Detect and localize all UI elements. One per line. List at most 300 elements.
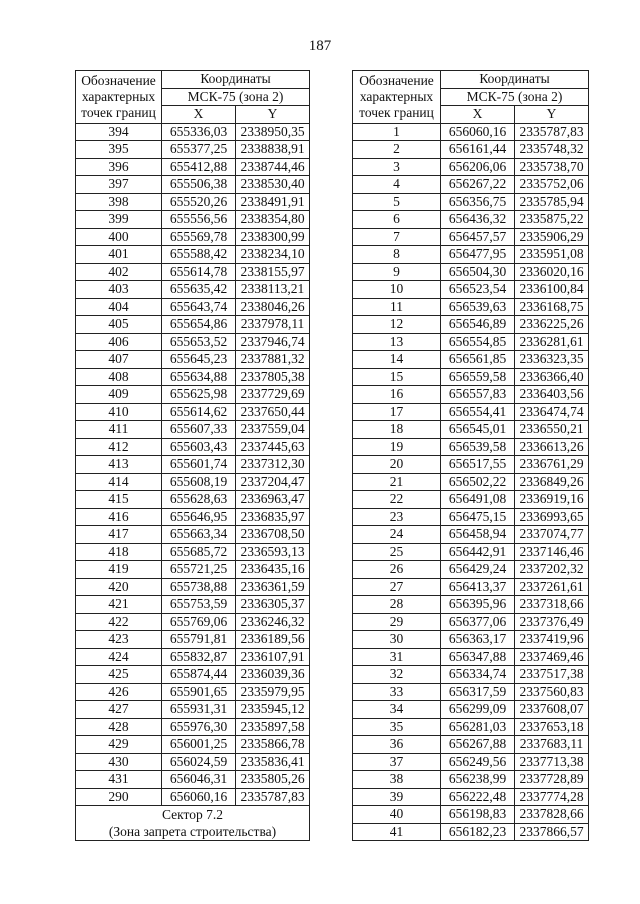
x-coordinate-cell: 655628,63 bbox=[162, 491, 236, 509]
table-row bbox=[353, 631, 589, 649]
y-coordinate-cell: 2335945,12 bbox=[236, 701, 310, 719]
y-coordinate-cell: 2336305,37 bbox=[236, 596, 310, 614]
y-coordinate-cell: 2338300,99 bbox=[236, 228, 310, 246]
point-id-cell: 290 bbox=[76, 788, 162, 806]
y-coordinate-cell: 2338234,10 bbox=[236, 246, 310, 264]
x-coordinate-cell: 656206,06 bbox=[441, 158, 515, 176]
y-coordinate-cell: 2337146,46 bbox=[515, 543, 589, 561]
table-row bbox=[76, 736, 310, 754]
y-coordinate-cell: 2336100,84 bbox=[515, 281, 589, 299]
table-row bbox=[76, 508, 310, 526]
table-row bbox=[76, 263, 310, 281]
x-coordinate-cell: 655931,31 bbox=[162, 701, 236, 719]
table-row bbox=[353, 456, 589, 474]
x-coordinate-cell: 655603,43 bbox=[162, 438, 236, 456]
table-row bbox=[353, 281, 589, 299]
x-coordinate-cell: 655721,25 bbox=[162, 561, 236, 579]
table-row bbox=[76, 596, 310, 614]
y-coordinate-cell: 2337774,28 bbox=[515, 788, 589, 806]
y-coordinate-cell: 2337866,57 bbox=[515, 823, 589, 841]
table-row bbox=[353, 491, 589, 509]
x-coordinate-cell: 655645,23 bbox=[162, 351, 236, 369]
table-row bbox=[76, 648, 310, 666]
y-coordinate-cell: 2335738,70 bbox=[515, 158, 589, 176]
point-id-cell: 41 bbox=[353, 823, 441, 841]
y-coordinate-cell: 2337881,32 bbox=[236, 351, 310, 369]
table-row bbox=[76, 316, 310, 334]
x-coordinate-cell: 655377,25 bbox=[162, 141, 236, 159]
x-coordinate-cell: 655608,19 bbox=[162, 473, 236, 491]
y-coordinate-cell: 2335866,78 bbox=[236, 736, 310, 754]
x-coordinate-cell: 655646,95 bbox=[162, 508, 236, 526]
y-coordinate-cell: 2336039,36 bbox=[236, 666, 310, 684]
y-coordinate-cell: 2335752,06 bbox=[515, 176, 589, 194]
x-coordinate-cell: 655654,86 bbox=[162, 316, 236, 334]
point-id-cell: 5 bbox=[353, 193, 441, 211]
y-coordinate-cell: 2337978,11 bbox=[236, 316, 310, 334]
table-row bbox=[353, 403, 589, 421]
point-id-cell: 423 bbox=[76, 631, 162, 649]
x-coordinate-cell: 656477,95 bbox=[441, 246, 515, 264]
header-col-x: X bbox=[162, 106, 236, 124]
x-coordinate-cell: 655635,42 bbox=[162, 281, 236, 299]
table-row bbox=[76, 351, 310, 369]
table-row bbox=[76, 333, 310, 351]
point-id-cell: 414 bbox=[76, 473, 162, 491]
table-row bbox=[76, 456, 310, 474]
x-coordinate-cell: 656060,16 bbox=[162, 788, 236, 806]
x-coordinate-cell: 655791,81 bbox=[162, 631, 236, 649]
y-coordinate-cell: 2338491,91 bbox=[236, 193, 310, 211]
y-coordinate-cell: 2337261,61 bbox=[515, 578, 589, 596]
table-row bbox=[76, 543, 310, 561]
point-id-cell: 10 bbox=[353, 281, 441, 299]
point-id-cell: 23 bbox=[353, 508, 441, 526]
table-body-right bbox=[353, 123, 589, 841]
table-row bbox=[76, 421, 310, 439]
point-id-cell: 14 bbox=[353, 351, 441, 369]
x-coordinate-cell: 656539,63 bbox=[441, 298, 515, 316]
y-coordinate-cell: 2336919,16 bbox=[515, 491, 589, 509]
table-row bbox=[76, 246, 310, 264]
table-body-left bbox=[76, 123, 310, 806]
point-id-cell: 3 bbox=[353, 158, 441, 176]
table-row bbox=[76, 631, 310, 649]
header-coordinates-title: Координаты bbox=[200, 71, 271, 87]
y-coordinate-cell: 2336281,61 bbox=[515, 333, 589, 351]
y-coordinate-cell: 2338113,21 bbox=[236, 281, 310, 299]
y-coordinate-cell: 2336963,47 bbox=[236, 491, 310, 509]
y-coordinate-cell: 2337445,63 bbox=[236, 438, 310, 456]
y-coordinate-cell: 2335836,41 bbox=[236, 753, 310, 771]
x-coordinate-cell: 656281,03 bbox=[441, 718, 515, 736]
point-id-cell: 395 bbox=[76, 141, 162, 159]
sector-subtitle: (Зона запрета строительства) bbox=[108, 824, 277, 839]
point-id-cell: 419 bbox=[76, 561, 162, 579]
table-row bbox=[76, 438, 310, 456]
y-coordinate-cell: 2337204,47 bbox=[236, 473, 310, 491]
point-id-cell: 422 bbox=[76, 613, 162, 631]
x-coordinate-cell: 655614,62 bbox=[162, 403, 236, 421]
point-id-cell: 15 bbox=[353, 368, 441, 386]
table-row bbox=[353, 823, 589, 841]
y-coordinate-cell: 2336168,75 bbox=[515, 298, 589, 316]
table-row bbox=[353, 771, 589, 789]
table-row bbox=[353, 351, 589, 369]
x-coordinate-cell: 656363,17 bbox=[441, 631, 515, 649]
point-id-cell: 21 bbox=[353, 473, 441, 491]
point-id-cell: 13 bbox=[353, 333, 441, 351]
x-coordinate-cell: 655685,72 bbox=[162, 543, 236, 561]
y-coordinate-cell: 2336189,56 bbox=[236, 631, 310, 649]
x-coordinate-cell: 656504,30 bbox=[441, 263, 515, 281]
point-id-cell: 408 bbox=[76, 368, 162, 386]
table-row bbox=[76, 526, 310, 544]
x-coordinate-cell: 655874,44 bbox=[162, 666, 236, 684]
table-row bbox=[76, 666, 310, 684]
y-coordinate-cell: 2337608,07 bbox=[515, 701, 589, 719]
point-id-cell: 20 bbox=[353, 456, 441, 474]
x-coordinate-cell: 656502,22 bbox=[441, 473, 515, 491]
x-coordinate-cell: 656557,83 bbox=[441, 386, 515, 404]
x-coordinate-cell: 656356,75 bbox=[441, 193, 515, 211]
coordinates-table-right bbox=[352, 70, 589, 841]
x-coordinate-cell: 655506,38 bbox=[162, 176, 236, 194]
x-coordinate-cell: 655520,26 bbox=[162, 193, 236, 211]
y-coordinate-cell: 2337517,38 bbox=[515, 666, 589, 684]
y-coordinate-cell: 2336246,32 bbox=[236, 613, 310, 631]
x-coordinate-cell: 656523,54 bbox=[441, 281, 515, 299]
y-coordinate-cell: 2335787,83 bbox=[515, 123, 589, 141]
table-row bbox=[353, 526, 589, 544]
y-coordinate-cell: 2338950,35 bbox=[236, 123, 310, 141]
x-coordinate-cell: 656377,06 bbox=[441, 613, 515, 631]
x-coordinate-cell: 656395,96 bbox=[441, 596, 515, 614]
table-row bbox=[76, 403, 310, 421]
table-row bbox=[353, 421, 589, 439]
y-coordinate-cell: 2336403,56 bbox=[515, 386, 589, 404]
y-coordinate-cell: 2337713,38 bbox=[515, 753, 589, 771]
table-row bbox=[76, 753, 310, 771]
point-id-cell: 40 bbox=[353, 806, 441, 824]
point-id-cell: 415 bbox=[76, 491, 162, 509]
y-coordinate-cell: 2338155,97 bbox=[236, 263, 310, 281]
x-coordinate-cell: 656457,57 bbox=[441, 228, 515, 246]
point-id-cell: 16 bbox=[353, 386, 441, 404]
x-coordinate-cell: 656491,08 bbox=[441, 491, 515, 509]
point-id-cell: 402 bbox=[76, 263, 162, 281]
y-coordinate-cell: 2338046,26 bbox=[236, 298, 310, 316]
x-coordinate-cell: 656545,01 bbox=[441, 421, 515, 439]
x-coordinate-cell: 656458,94 bbox=[441, 526, 515, 544]
point-id-cell: 33 bbox=[353, 683, 441, 701]
header-point-label: Обозначение характерных точек границ bbox=[353, 71, 441, 124]
y-coordinate-cell: 2337560,83 bbox=[515, 683, 589, 701]
point-id-cell: 19 bbox=[353, 438, 441, 456]
x-coordinate-cell: 655336,03 bbox=[162, 123, 236, 141]
header-coordinates bbox=[441, 71, 589, 89]
point-id-cell: 1 bbox=[353, 123, 441, 141]
header-col-x: X bbox=[441, 106, 515, 124]
x-coordinate-cell: 655588,42 bbox=[162, 246, 236, 264]
x-coordinate-cell: 656161,44 bbox=[441, 141, 515, 159]
point-id-cell: 18 bbox=[353, 421, 441, 439]
point-id-cell: 424 bbox=[76, 648, 162, 666]
table-row bbox=[353, 736, 589, 754]
x-coordinate-cell: 655901,65 bbox=[162, 683, 236, 701]
point-id-cell: 24 bbox=[353, 526, 441, 544]
y-coordinate-cell: 2336323,35 bbox=[515, 351, 589, 369]
y-coordinate-cell: 2336107,91 bbox=[236, 648, 310, 666]
y-coordinate-cell: 2335875,22 bbox=[515, 211, 589, 229]
table-row bbox=[76, 473, 310, 491]
table-row bbox=[353, 561, 589, 579]
point-id-cell: 420 bbox=[76, 578, 162, 596]
point-id-cell: 28 bbox=[353, 596, 441, 614]
table-row bbox=[353, 211, 589, 229]
x-coordinate-cell: 655625,98 bbox=[162, 386, 236, 404]
point-id-cell: 401 bbox=[76, 246, 162, 264]
header-coordinates bbox=[162, 71, 310, 89]
y-coordinate-cell: 2337946,74 bbox=[236, 333, 310, 351]
point-id-cell: 30 bbox=[353, 631, 441, 649]
y-coordinate-cell: 2337828,66 bbox=[515, 806, 589, 824]
y-coordinate-cell: 2335979,95 bbox=[236, 683, 310, 701]
point-id-cell: 428 bbox=[76, 718, 162, 736]
table-row bbox=[76, 298, 310, 316]
point-id-cell: 425 bbox=[76, 666, 162, 684]
y-coordinate-cell: 2335906,29 bbox=[515, 228, 589, 246]
point-id-cell: 35 bbox=[353, 718, 441, 736]
y-coordinate-cell: 2336474,74 bbox=[515, 403, 589, 421]
table-row bbox=[76, 491, 310, 509]
y-coordinate-cell: 2337728,89 bbox=[515, 771, 589, 789]
point-id-cell: 421 bbox=[76, 596, 162, 614]
table-row bbox=[353, 263, 589, 281]
x-coordinate-cell: 656475,15 bbox=[441, 508, 515, 526]
table-row bbox=[353, 788, 589, 806]
x-coordinate-cell: 655976,30 bbox=[162, 718, 236, 736]
x-coordinate-cell: 656413,37 bbox=[441, 578, 515, 596]
table-row bbox=[353, 718, 589, 736]
table-row bbox=[353, 683, 589, 701]
y-coordinate-cell: 2338838,91 bbox=[236, 141, 310, 159]
point-id-cell: 399 bbox=[76, 211, 162, 229]
x-coordinate-cell: 655738,88 bbox=[162, 578, 236, 596]
point-id-cell: 36 bbox=[353, 736, 441, 754]
x-coordinate-cell: 656334,74 bbox=[441, 666, 515, 684]
point-id-cell: 37 bbox=[353, 753, 441, 771]
x-coordinate-cell: 656539,58 bbox=[441, 438, 515, 456]
x-coordinate-cell: 655569,78 bbox=[162, 228, 236, 246]
sector-caption bbox=[76, 806, 310, 841]
y-coordinate-cell: 2336593,13 bbox=[236, 543, 310, 561]
x-coordinate-cell: 656317,59 bbox=[441, 683, 515, 701]
table-row bbox=[353, 578, 589, 596]
point-id-cell: 405 bbox=[76, 316, 162, 334]
table-row bbox=[353, 123, 589, 141]
point-id-cell: 409 bbox=[76, 386, 162, 404]
point-id-cell: 22 bbox=[353, 491, 441, 509]
point-id-cell: 398 bbox=[76, 193, 162, 211]
table-row bbox=[76, 561, 310, 579]
x-coordinate-cell: 655614,78 bbox=[162, 263, 236, 281]
y-coordinate-cell: 2335787,83 bbox=[236, 788, 310, 806]
point-id-cell: 4 bbox=[353, 176, 441, 194]
table-row bbox=[76, 123, 310, 141]
y-coordinate-cell: 2336835,97 bbox=[236, 508, 310, 526]
point-id-cell: 38 bbox=[353, 771, 441, 789]
table-row bbox=[353, 508, 589, 526]
x-coordinate-cell: 656554,41 bbox=[441, 403, 515, 421]
point-id-cell: 39 bbox=[353, 788, 441, 806]
page-number: 187 bbox=[308, 38, 332, 54]
table-row bbox=[76, 193, 310, 211]
table-row bbox=[353, 386, 589, 404]
table-row bbox=[76, 701, 310, 719]
y-coordinate-cell: 2336225,26 bbox=[515, 316, 589, 334]
x-coordinate-cell: 656517,55 bbox=[441, 456, 515, 474]
table-row bbox=[353, 648, 589, 666]
table-row bbox=[76, 176, 310, 194]
table-row bbox=[353, 596, 589, 614]
point-id-cell: 407 bbox=[76, 351, 162, 369]
x-coordinate-cell: 656546,89 bbox=[441, 316, 515, 334]
point-id-cell: 403 bbox=[76, 281, 162, 299]
y-coordinate-cell: 2335805,26 bbox=[236, 771, 310, 789]
y-coordinate-cell: 2338744,46 bbox=[236, 158, 310, 176]
sector-title: Сектор 7.2 bbox=[161, 807, 223, 822]
table-row bbox=[353, 141, 589, 159]
x-coordinate-cell: 655556,56 bbox=[162, 211, 236, 229]
x-coordinate-cell: 655653,52 bbox=[162, 333, 236, 351]
y-coordinate-cell: 2337559,04 bbox=[236, 421, 310, 439]
point-id-cell: 431 bbox=[76, 771, 162, 789]
header-coordinate-system: МСК-75 (зона 2) bbox=[441, 88, 589, 106]
point-id-cell: 410 bbox=[76, 403, 162, 421]
x-coordinate-cell: 656559,58 bbox=[441, 368, 515, 386]
x-coordinate-cell: 656060,16 bbox=[441, 123, 515, 141]
y-coordinate-cell: 2335897,58 bbox=[236, 718, 310, 736]
table-row bbox=[353, 613, 589, 631]
table-row bbox=[353, 176, 589, 194]
y-coordinate-cell: 2337376,49 bbox=[515, 613, 589, 631]
table-row bbox=[353, 158, 589, 176]
x-coordinate-cell: 656299,09 bbox=[441, 701, 515, 719]
point-id-cell: 26 bbox=[353, 561, 441, 579]
x-coordinate-cell: 656182,23 bbox=[441, 823, 515, 841]
x-coordinate-cell: 656024,59 bbox=[162, 753, 236, 771]
y-coordinate-cell: 2337202,32 bbox=[515, 561, 589, 579]
point-id-cell: 7 bbox=[353, 228, 441, 246]
x-coordinate-cell: 656554,85 bbox=[441, 333, 515, 351]
x-coordinate-cell: 656249,56 bbox=[441, 753, 515, 771]
point-id-cell: 12 bbox=[353, 316, 441, 334]
x-coordinate-cell: 655607,33 bbox=[162, 421, 236, 439]
table-row bbox=[353, 806, 589, 824]
x-coordinate-cell: 655643,74 bbox=[162, 298, 236, 316]
y-coordinate-cell: 2335951,08 bbox=[515, 246, 589, 264]
y-coordinate-cell: 2336993,65 bbox=[515, 508, 589, 526]
header-coordinate-system: МСК-75 (зона 2) bbox=[162, 88, 310, 106]
y-coordinate-cell: 2337805,38 bbox=[236, 368, 310, 386]
table-row bbox=[353, 316, 589, 334]
table-row bbox=[76, 771, 310, 789]
point-id-cell: 396 bbox=[76, 158, 162, 176]
table-row bbox=[353, 701, 589, 719]
point-id-cell: 6 bbox=[353, 211, 441, 229]
y-coordinate-cell: 2336849,26 bbox=[515, 473, 589, 491]
y-coordinate-cell: 2337650,44 bbox=[236, 403, 310, 421]
x-coordinate-cell: 656267,88 bbox=[441, 736, 515, 754]
y-coordinate-cell: 2336708,50 bbox=[236, 526, 310, 544]
y-coordinate-cell: 2336613,26 bbox=[515, 438, 589, 456]
x-coordinate-cell: 656001,25 bbox=[162, 736, 236, 754]
point-id-cell: 9 bbox=[353, 263, 441, 281]
y-coordinate-cell: 2335785,94 bbox=[515, 193, 589, 211]
point-id-cell: 17 bbox=[353, 403, 441, 421]
x-coordinate-cell: 655769,06 bbox=[162, 613, 236, 631]
x-coordinate-cell: 656222,48 bbox=[441, 788, 515, 806]
point-id-cell: 417 bbox=[76, 526, 162, 544]
x-coordinate-cell: 656238,99 bbox=[441, 771, 515, 789]
point-id-cell: 400 bbox=[76, 228, 162, 246]
y-coordinate-cell: 2337074,77 bbox=[515, 526, 589, 544]
y-coordinate-cell: 2337653,18 bbox=[515, 718, 589, 736]
point-id-cell: 429 bbox=[76, 736, 162, 754]
point-id-cell: 427 bbox=[76, 701, 162, 719]
point-id-cell: 416 bbox=[76, 508, 162, 526]
x-coordinate-cell: 656267,22 bbox=[441, 176, 515, 194]
point-id-cell: 397 bbox=[76, 176, 162, 194]
table-row bbox=[353, 246, 589, 264]
table-row bbox=[76, 228, 310, 246]
y-coordinate-cell: 2336435,16 bbox=[236, 561, 310, 579]
point-id-cell: 413 bbox=[76, 456, 162, 474]
y-coordinate-cell: 2337683,11 bbox=[515, 736, 589, 754]
table-row bbox=[76, 578, 310, 596]
point-id-cell: 418 bbox=[76, 543, 162, 561]
x-coordinate-cell: 656436,32 bbox=[441, 211, 515, 229]
point-id-cell: 430 bbox=[76, 753, 162, 771]
y-coordinate-cell: 2337729,69 bbox=[236, 386, 310, 404]
y-coordinate-cell: 2336020,16 bbox=[515, 263, 589, 281]
table-row bbox=[353, 473, 589, 491]
table-row bbox=[353, 333, 589, 351]
table-row bbox=[353, 666, 589, 684]
y-coordinate-cell: 2337469,46 bbox=[515, 648, 589, 666]
point-id-cell: 2 bbox=[353, 141, 441, 159]
y-coordinate-cell: 2335748,32 bbox=[515, 141, 589, 159]
y-coordinate-cell: 2337419,96 bbox=[515, 631, 589, 649]
header-col-y: Y bbox=[515, 106, 589, 124]
point-id-cell: 31 bbox=[353, 648, 441, 666]
y-coordinate-cell: 2336361,59 bbox=[236, 578, 310, 596]
table-row bbox=[353, 298, 589, 316]
header-coordinates-title: Координаты bbox=[479, 71, 550, 87]
x-coordinate-cell: 655663,34 bbox=[162, 526, 236, 544]
table-row bbox=[76, 211, 310, 229]
point-id-cell: 406 bbox=[76, 333, 162, 351]
table-row bbox=[353, 753, 589, 771]
point-id-cell: 34 bbox=[353, 701, 441, 719]
y-coordinate-cell: 2337312,30 bbox=[236, 456, 310, 474]
table-row bbox=[353, 543, 589, 561]
point-id-cell: 412 bbox=[76, 438, 162, 456]
y-coordinate-cell: 2336761,29 bbox=[515, 456, 589, 474]
table-row bbox=[76, 788, 310, 806]
header-point-label: Обозначение характерных точек границ bbox=[76, 71, 162, 124]
